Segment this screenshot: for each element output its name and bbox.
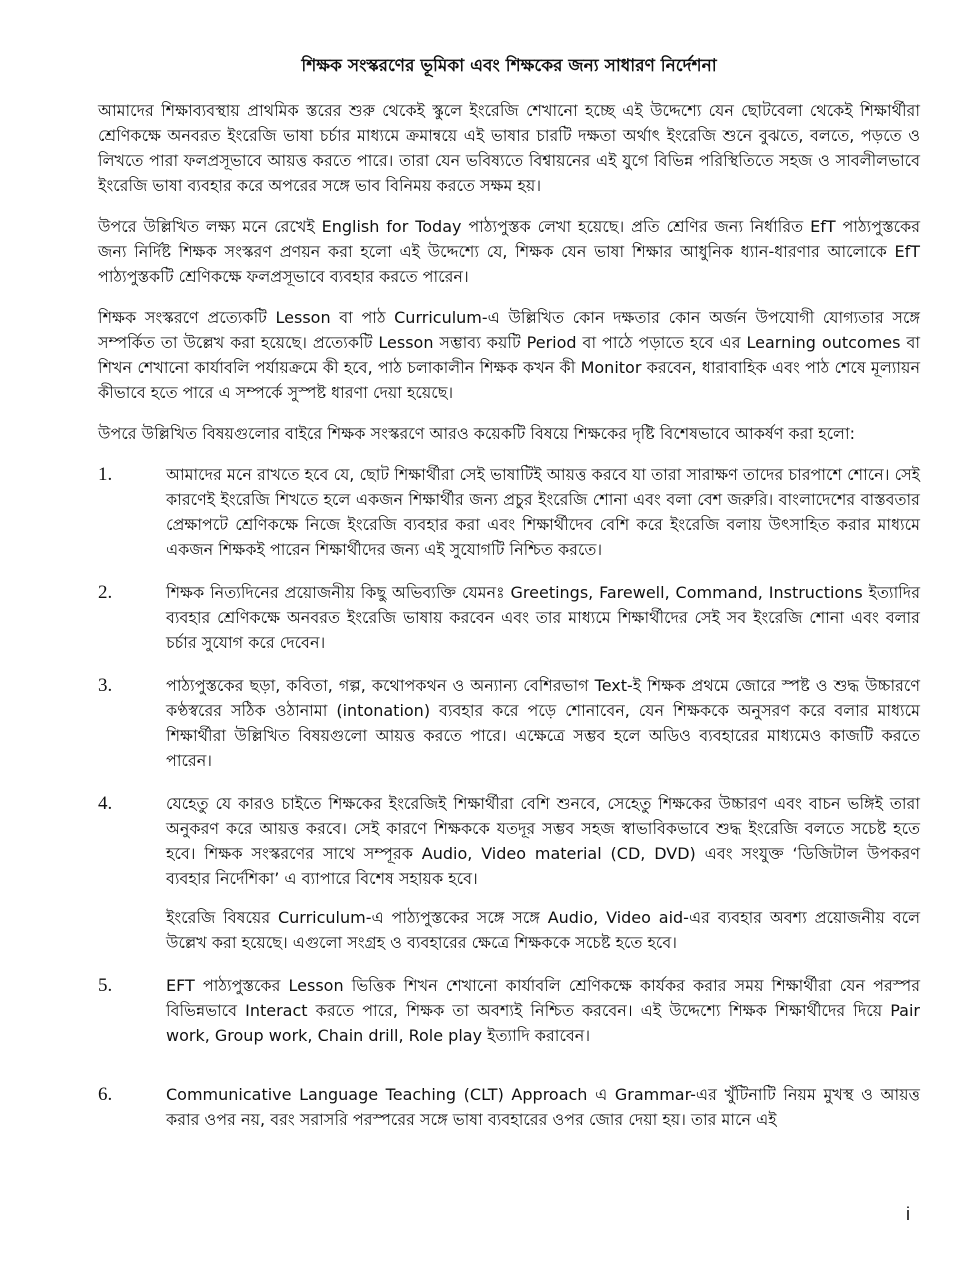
intro-section	[98, 98, 920, 446]
list-item-number: 1.	[98, 464, 113, 485]
list-item-number: 5.	[98, 975, 113, 996]
list-item-number: 3.	[98, 675, 113, 696]
list-item-body	[166, 1082, 920, 1132]
intro-paragraph-1: আমাদের শিক্ষাব্যবস্থায় প্রাথমিক স্তরের শুরু থেকেই স্কুলে ইংরেজি শেখানো হচ্ছে এই উদ্দেশ্যে যেন ছোটবেলা থেকেই শিক্ষার্থীরা শ্রেণিকক্ষে অনবরত ইংরেজি ভাষা চর্চার মাধ্যমে ক্রমান্বয়ে এই ভাষার চারটি দক্ষতা অর্থাৎ ইংরেজি শুনে বুঝতে, বলতে, পড়তে ও লিখতে পারা ফলপ্রসূভাবে আয়ত্ত করতে পারে। তারা যেন ভবিষ্যতে বিশ্বায়নের এই যুগে বিভিন্ন পরিস্থিতিতে সহজ ও সাবলীলভাবে ইংরেজি ভাষা ব্যবহার করে অপরের সঙ্গে ভাব বিনিময় করতে সক্ষম হয়।	[98, 101, 920, 195]
list-item-3	[98, 673, 920, 773]
list-item-1	[98, 462, 920, 562]
intro-paragraph-2: উপরে উল্লিখিত লক্ষ্য মনে রেখেই English for Today পাঠ্যপুস্তক লেখা হয়েছে। প্রতি শ্রেণির জন্য নির্ধারিত EfT পাঠ্যপুস্তকের জন্য নির্দিষ্ট শিক্ষক সংস্করণ প্রণয়ন করা হলো এই উদ্দেশ্যে যে, শিক্ষক যেন ভাষা শিক্ষার আধুনিক ধ্যান-ধারণার আলোকে EfT পাঠ্যপুস্তকটি শ্রেণিকক্ষে ফলপ্রসূভাবে ব্যবহার করতে পারেন।	[98, 217, 920, 286]
list-item-body	[166, 973, 920, 1048]
list-item-text: Communicative Language Teaching (CLT) Approach এ Grammar-এর খুঁটিনাটি নিয়ম মুখস্থ ও আয়ত্ত করার ওপর নয়, বরং সরাসরি পরস্পরের সঙ্গে ভাষা ব্যবহারের ওপর জোর দেয়া হয়। তার মানে এই	[166, 1085, 920, 1129]
intro-paragraph-3: শিক্ষক সংস্করণে প্রত্যেকটি Lesson বা পাঠ Curriculum-এ উল্লিখিত কোন দক্ষতার কোন অর্জন উপযোগী যোগ্যতার সঙ্গে সম্পর্কিত তা উল্লেখ করা হয়েছে। প্রত্যেকটি Lesson সম্ভাব্য কয়টি Period বা পাঠে পড়াতে হবে এর Learning outcomes বা শিখন শেখানো কার্যাবলি পর্যায়ক্রমে কী হবে, পাঠ চলাকালীন শিক্ষক কখন কী Monitor করবেন, ধারাবাহিক এবং পাঠ শেষে মূল্যায়ন কীভাবে হতে পারে এ সম্পর্কে সুস্পষ্ট ধারণা দেয়া হয়েছে।	[98, 308, 920, 402]
list-item-text: যেহেতু যে কারও চাইতে শিক্ষকের ইংরেজিই শিক্ষার্থীরা বেশি শুনবে, সেহেতু শিক্ষকের উচ্চারণ এবং বাচন ভঙ্গিই তারা অনুকরণ করে আয়ত্ত করবে। সেই কারণে শিক্ষককে যতদূর সম্ভব সহজ স্বাভাবিকভাবে শুদ্ধ ইংরেজি বলতে সচেষ্ট হতে হবে। শিক্ষক সংস্করণের সাথে সম্পূরক Audio, Video material (CD, DVD) এবং সংযুক্ত ‘ডিজিটাল উপকরণ ব্যবহার নির্দেশিকা’ এ ব্যাপারে বিশেষ সহায়ক হবে।	[166, 794, 920, 888]
list-item-body	[166, 791, 920, 955]
list-item-number: 2.	[98, 582, 113, 603]
list-item-body	[166, 580, 920, 655]
instruction-list	[98, 462, 920, 1132]
list-item-body	[166, 462, 920, 562]
page-number: i	[906, 1204, 910, 1224]
list-item-2	[98, 580, 920, 655]
list-item-body	[166, 673, 920, 773]
intro-paragraph-4: উপরে উল্লিখিত বিষয়গুলোর বাইরে শিক্ষক সংস্করণে আরও কয়েকটি বিষয়ে শিক্ষকের দৃষ্টি বিশেষভাবে আকর্ষণ করা হলো:	[98, 424, 855, 443]
list-item-number: 6.	[98, 1084, 113, 1105]
list-item-5	[98, 973, 920, 1048]
list-item-text: আমাদের মনে রাখতে হবে যে, ছোট শিক্ষার্থীরা সেই ভাষাটিই আয়ত্ত করবে যা তারা সারাক্ষণ তাদের চারপাশে শোনে। সেই কারণেই ইংরেজি শিখতে হলে একজন শিক্ষার্থীর জন্য প্রচুর ইংরেজি শোনা এবং বলা বেশ জরুরি। বাংলাদেশের বাস্তবতার প্রেক্ষাপটে শ্রেণিকক্ষে নিজে ইংরেজি ব্যবহার করা এবং শিক্ষার্থীদেব বেশি করে ইংরেজি বলায় উৎসাহিত করার মাধ্যমে একজন শিক্ষকই পারেন শিক্ষার্থীদের জন্য এই সুযোগটি নিশ্চিত করতে।	[166, 465, 920, 559]
list-item-4	[98, 791, 920, 955]
list-item-text: পাঠ্যপুস্তকের ছড়া, কবিতা, গল্প, কথোপকথন ও অন্যান্য বেশিরভাগ Text-ই শিক্ষক প্রথমে জোরে স্পষ্ট ও শুদ্ধ উচ্চারণে কণ্ঠস্বরের সঠিক ওঠানামা (intonation) ব্যবহার করে পড়ে শোনাবেন, যেন শিক্ষককে অনুসরণ করে বলার মাধ্যমে শিক্ষার্থীরা উল্লিখিত বিষয়গুলো আয়ত্ত করতে পারে। এক্ষেত্রে সম্ভব হলে অডিও ব্যবহারের মাধ্যমেও কাজটি করতে পারেন।	[166, 676, 920, 770]
list-item-text-continued: ইংরেজি বিষয়ের Curriculum-এ পাঠ্যপুস্তকের সঙ্গে সঙ্গে Audio, Video aid-এর ব্যবহার অবশ্য প্রয়োজনীয় বলে উল্লেখ করা হয়েছে। এগুলো সংগ্রহ ও ব্যবহারের ক্ষেত্রে শিক্ষককে সচেষ্ট হতে হবে।	[166, 908, 920, 952]
list-item-number: 4.	[98, 793, 113, 814]
list-item-6	[98, 1082, 920, 1132]
list-item-text: EFT পাঠ্যপুস্তকের Lesson ভিত্তিক শিখন শেখানো কার্যাবলি শ্রেণিকক্ষে কার্যকর করার সময় শিক্ষার্থীরা যেন পরস্পর বিভিন্নভাবে Interact করতে পারে, শিক্ষক তা অবশ্যই নিশ্চিত করবেন। এই উদ্দেশ্যে শিক্ষক শিক্ষার্থীদের দিয়ে Pair work, Group work, Chain drill, Role play ইত্যাদি করাবেন।	[166, 976, 920, 1045]
page-title: শিক্ষক সংস্করণের ভূমিকা এবং শিক্ষকের জন্য সাধারণ নির্দেশনা	[301, 56, 717, 76]
list-item-text: শিক্ষক নিত্যদিনের প্রয়োজনীয় কিছু অভিব্যক্তি যেমনঃ Greetings, Farewell, Command, Instructions ইত্যাদির ব্যবহার শ্রেণিকক্ষে অনবরত ইংরেজি ভাষায় করবেন এবং তার মাধ্যমে শিক্ষার্থীদের সেই সব ইংরেজি শোনা এবং বলার চর্চার সুযোগ করে দেবেন।	[166, 583, 920, 652]
